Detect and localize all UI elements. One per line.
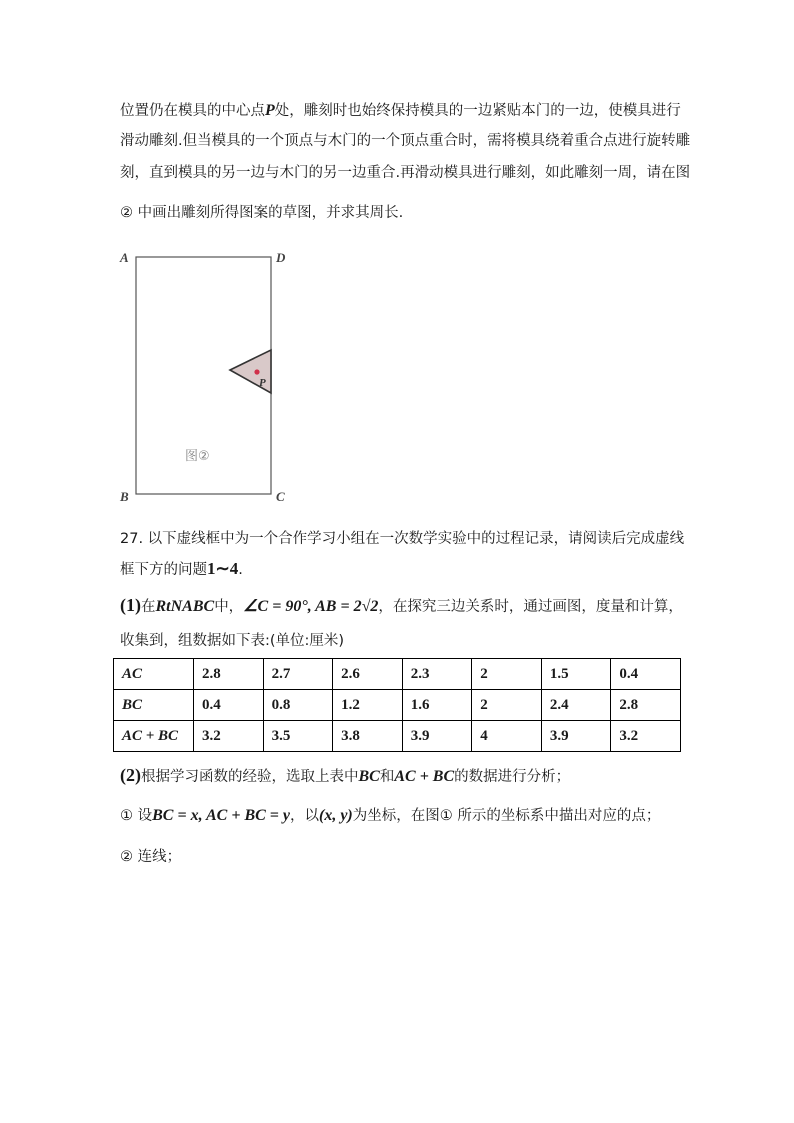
part1-text-a: 在: [141, 599, 156, 615]
p26-line4: ② 中画出雕刻所得图案的草图，并求其周长.: [120, 205, 404, 221]
table-cell: 3.9: [402, 721, 472, 752]
p27-intro-line2-text: 框下方的问题: [120, 562, 207, 578]
part2-bc: BC: [358, 768, 380, 785]
table-cell: 2.4: [541, 690, 611, 721]
table-cell: 0.8: [263, 690, 333, 721]
part1-number: (1): [120, 595, 141, 615]
table-cell: 2.6: [333, 659, 403, 690]
part2-text-a: 根据学习函数的经验，选取上表中: [141, 769, 359, 785]
data-table: [113, 658, 681, 752]
vertex-d-label: D: [276, 250, 286, 265]
table-cell: 1.5: [541, 659, 611, 690]
row-header-bc: BC: [114, 690, 194, 721]
part2-text-c: 的数据进行分析；: [454, 769, 571, 785]
table-cell: 2.8: [194, 659, 264, 690]
p27-part2: [120, 765, 690, 787]
triangle-name: RtNABC: [155, 598, 215, 615]
p27-intro-line2: [120, 559, 690, 580]
table-row-sum: [114, 721, 681, 752]
p26-line2: 滑动雕刻.但当模具的一个顶点与木门的一个顶点重合时，需将模具绕着重合点进行旋转雕: [120, 133, 691, 149]
vertex-c-label: C: [276, 489, 285, 504]
point-p-fig-label: P: [259, 377, 266, 389]
part1-text-b: 中，: [214, 599, 244, 615]
row-header-ac: AC: [114, 659, 194, 690]
step1-equation: BC = x, AC + BC = y: [152, 807, 290, 824]
table-cell: 2: [472, 659, 542, 690]
part1-text-c: ，在探究三边关系时，通过画图，度量和计算，: [378, 599, 683, 615]
table-cell: 3.8: [333, 721, 403, 752]
table-cell: 1.6: [402, 690, 472, 721]
p27-step2: ② 连线；: [120, 849, 182, 865]
table-row-bc: [114, 690, 681, 721]
p27-intro-line1: 27. 以下虚线框中为一个合作学习小组在一次数学实验中的过程记录，请阅读后完成虚线: [120, 531, 685, 547]
p27-intro-line2-period: .: [238, 562, 243, 578]
table-cell: 4: [472, 721, 542, 752]
table-cell: 2.8: [611, 690, 681, 721]
table-cell: 3.9: [541, 721, 611, 752]
part2-text-b: 和: [379, 769, 395, 785]
table-cell: 3.5: [263, 721, 333, 752]
step1-text-a: ① 设: [120, 808, 153, 824]
step1-text-b: ，以: [290, 808, 319, 824]
table-cell: 2.3: [402, 659, 472, 690]
part2-number: (2): [120, 765, 141, 785]
p27-step1: [120, 806, 690, 826]
p27-part1-line2: 收集到，组数据如下表:(单位:厘米): [120, 633, 345, 649]
step1-coordinate: (x, y): [319, 807, 353, 824]
row-header-sum: AC + BC: [114, 721, 194, 752]
table-row-ac: [114, 659, 681, 690]
figure-caption: 图②: [185, 449, 210, 464]
triangle-condition: ∠C = 90°, AB = 2√2: [243, 598, 379, 615]
question-range: 1∼4: [207, 559, 239, 578]
table-cell: 2: [472, 690, 542, 721]
p27-part1-line1: [120, 595, 690, 617]
table-cell: 0.4: [611, 659, 681, 690]
p26-line1-text-a: 位置仍在模具的中心点: [120, 103, 265, 119]
center-point-p: [254, 369, 259, 374]
table-cell: 3.2: [611, 721, 681, 752]
step1-text-c: 为坐标，在图① 所示的坐标系中描出对应的点；: [352, 808, 661, 824]
p26-line1: [120, 101, 690, 121]
table-cell: 3.2: [194, 721, 264, 752]
vertex-a-label: A: [120, 250, 129, 265]
vertex-b-label: B: [120, 489, 129, 504]
table-cell: 0.4: [194, 690, 264, 721]
p26-line1-text-b: 处，雕刻时也始终保持模具的一边紧贴本门的一边，使模具进行: [274, 103, 681, 119]
table-cell: 2.7: [263, 659, 333, 690]
part2-acbc: AC + BC: [394, 768, 455, 785]
point-p-label: P: [265, 102, 275, 119]
table-cell: 1.2: [333, 690, 403, 721]
figure-2: [112, 245, 302, 510]
p26-line3: 刻，直到模具的另一边与木门的另一边重合.再滑动模具进行雕刻，如此雕刻一周，请在图: [120, 165, 691, 181]
